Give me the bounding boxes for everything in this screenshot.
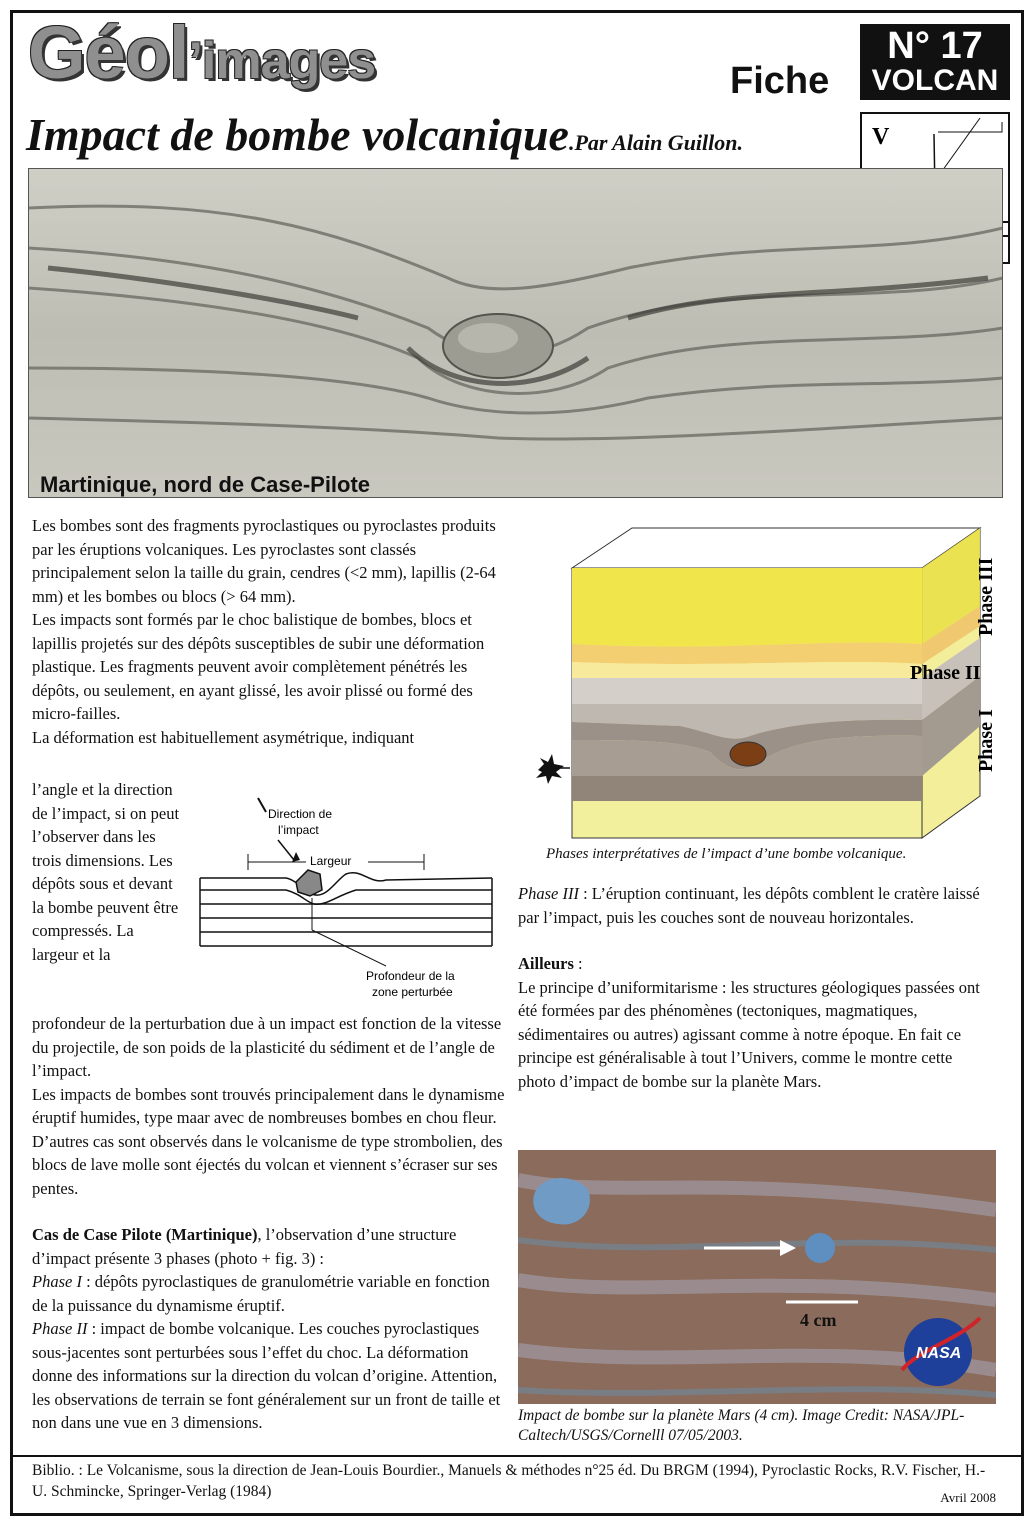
sketch-largeur: Largeur xyxy=(310,854,352,868)
fig3-caption: Phases interprétatives de l’impact d’une bombe volcanique. xyxy=(546,846,907,862)
paragraph-case xyxy=(32,1223,508,1270)
fiche-number-badge xyxy=(860,24,1010,100)
publication-date: Avril 2008 xyxy=(940,1490,996,1505)
page-title xyxy=(26,108,743,161)
ailleurs-title: Ailleurs xyxy=(518,954,574,973)
outcrop-image xyxy=(28,168,1003,498)
phases-block-diagram xyxy=(530,526,1005,846)
footer-divider xyxy=(10,1455,1024,1457)
sketch-direction-2: l’impact xyxy=(278,823,319,837)
badge-letter: V xyxy=(872,124,890,150)
author: .Par Alain Guillon. xyxy=(568,130,743,155)
fiche-category: VOLCAN xyxy=(871,64,999,97)
phase2-text: : impact de bombe volcanique. Les couches pyroclastiques sous-jacentes sont perturbées sous l’effet du choc. La déformation donne des informations sur la direction du volcan d’origine. Attention, les observations de terrain se font généralement sur un front de taille et non dans une vue en 3 dimensions. xyxy=(32,1319,501,1432)
paragraph-deformation-end: profondeur de la perturbation due à un impact est fonction de la vitesse du projectile, de son poids de la plasticité du sédiment et de l’angle de l’impact. xyxy=(32,1014,502,1080)
bibliography: Biblio. : Le Volcanisme, sous la direction de Jean-Louis Bourdier., Manuels & méthodes n°25 éd. Du BRGM (1994), Pyroclastic Rocks, R.V. Fischer, H.-U. Schmincke, Springer-Verlag (1984) xyxy=(32,1462,986,1500)
paragraph-impacts: Les impacts sont formés par le choc balistique de bombes, blocs et lapillis projetés sur des dépôts susceptibles de subir une déformation plastique. Les fragments peuvent avoir complètement pénétrés les dépôts, ou seulement, en ayant glissé, les avoir plissé ou formé des micro-failles. xyxy=(32,610,485,723)
title-text: Impact de bombe volcanique xyxy=(26,109,569,160)
mars-caption: Impact de bombe sur la planète Mars (4 cm). Image Credit: NASA/JPL-Caltech/USGS/Cornelll 07/05/2003. xyxy=(518,1407,965,1444)
phase3-text: : L’éruption continuant, les dépôts comblent le cratère laissé par l’impact, puis les couches sont de nouveau horizontales. xyxy=(518,884,980,927)
paragraph-phase-1 xyxy=(32,1270,508,1317)
fiche-number: N° 17 xyxy=(887,25,983,67)
case-text: , l’observation d’une structure d’impact présente 3 phases (photo + fig. 3) : xyxy=(32,1225,457,1268)
paragraph-ailleurs: Le principe d’uniformitarisme : les structures géologiques passées ont été formées par des phénomènes (tectoniques, magmatiques, sédimentaires ou autres) agissant comme à notre époque. En fait ce principe est généralisable à tout l’Univers, comme le montre cette photo d’impact de bombe sur la planète Mars. xyxy=(518,977,980,1091)
brand-big: Géol xyxy=(28,11,189,94)
fiche-label: Fiche xyxy=(730,60,830,102)
fig3-phase3: Phase III xyxy=(975,557,997,636)
brand-small: ’images xyxy=(188,32,376,90)
paragraph-intro: Les bombes sont des fragments pyroclastiques ou pyroclastes produits par les éruptions volcaniques. Les pyroclastes sont classés principalement selon la taille du grain, cendres (<2 mm), lapillis (2-64 mm) et les bombes ou blocs (> 64 mm). xyxy=(32,516,496,606)
paragraph-phase-3 xyxy=(518,882,993,929)
nasa-logo-text: NASA xyxy=(916,1345,962,1362)
phase1-label: Phase I xyxy=(32,1272,82,1291)
impact-star-icon xyxy=(536,754,564,784)
phase2-label: Phase II xyxy=(32,1319,88,1338)
fig3-phase2: Phase II xyxy=(910,662,981,684)
case-title: Cas de Case Pilote (Martinique) xyxy=(32,1225,258,1244)
paragraph-deformation-wrap: l’angle et la direction de l’impact, si on peut l’observer dans les trois dimensions. Les dépôts sous et devant la bombe peuvent être compressés. La largeur et la xyxy=(32,780,180,964)
paragraph-occurrence: Les impacts de bombes sont trouvés principalement dans le dynamisme éruptif humides, type maar avec de nombreuses bombes en chou fleur. D’autres cas sont observés dans le volcanisme de type strombolien, des blocs de lave molle sont éjectés du volcan et viennent s’écraser sur ses pentes. xyxy=(32,1084,505,1198)
main-photo xyxy=(28,168,1003,498)
phase1-text: : dépôts pyroclastiques de granulométrie variable en fonction de la puissance du dynamisme éruptif. xyxy=(32,1272,490,1315)
mars-scale-label: 4 cm xyxy=(800,1310,837,1330)
mars-photo xyxy=(518,1150,996,1404)
right-column xyxy=(518,882,993,1093)
brand-logo xyxy=(28,11,376,94)
left-column xyxy=(32,514,508,749)
photo-caption: Martinique, nord de Case-Pilote xyxy=(40,472,371,497)
left-column-continued xyxy=(32,1012,508,1435)
impact-sketch xyxy=(196,790,496,1000)
paragraph-deformation-start: La déformation est habituellement asymétrique, indiquant xyxy=(32,727,415,747)
paragraph-phase-2 xyxy=(32,1317,508,1435)
sketch-direction: Direction de xyxy=(268,807,333,821)
fig3-phase1: Phase I xyxy=(975,709,997,772)
phase3-label: Phase III xyxy=(518,884,579,903)
ailleurs-colon: : xyxy=(573,954,583,973)
sketch-profondeur: Profondeur de la xyxy=(366,969,455,983)
ailleurs-heading xyxy=(518,952,993,976)
sketch-profondeur-2: zone perturbée xyxy=(372,985,453,999)
